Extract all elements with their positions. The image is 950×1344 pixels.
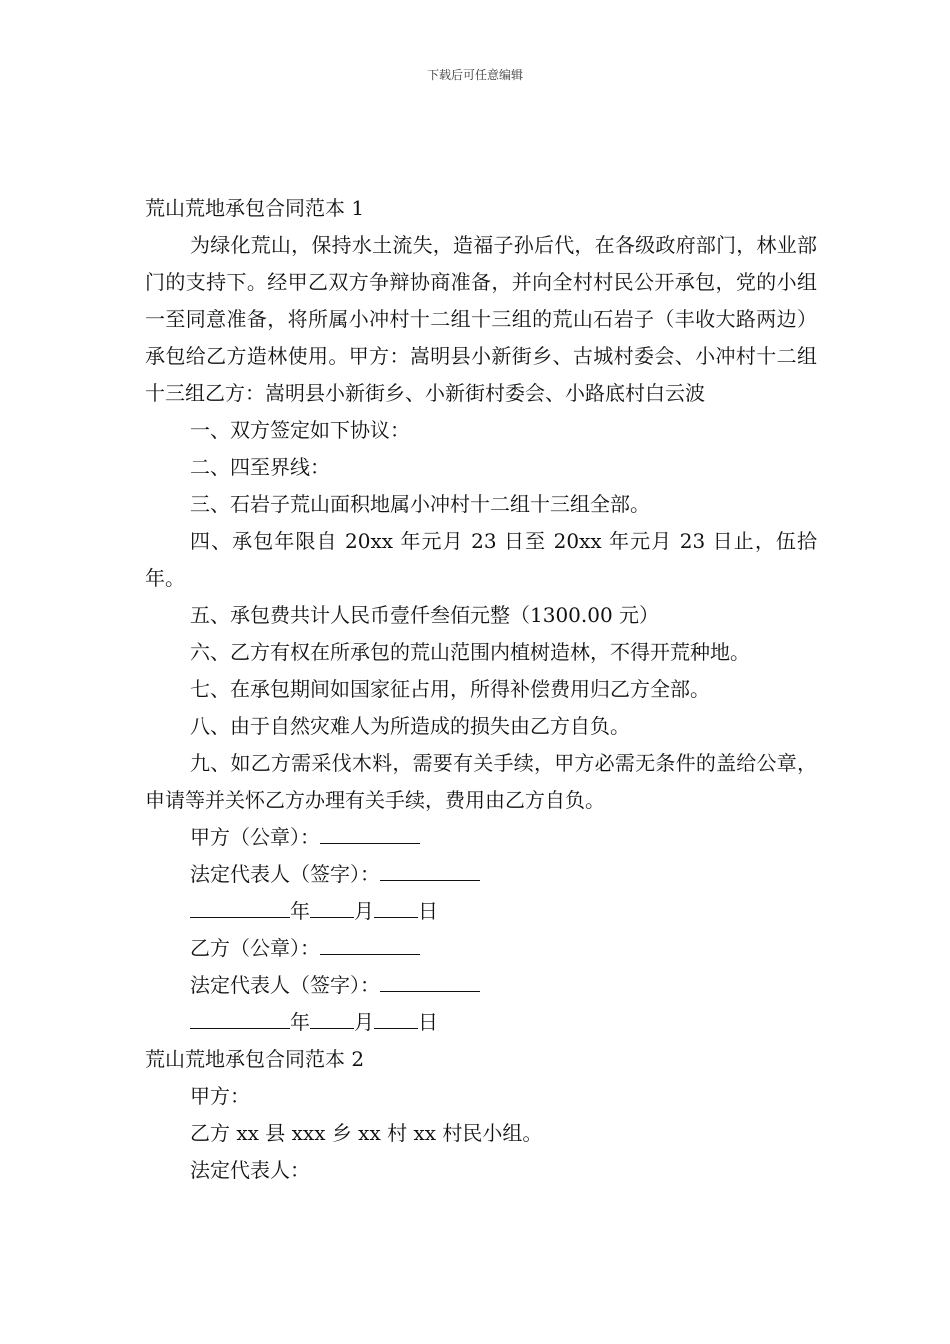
clause-7: 七、在承包期间如国家征占用，所得补偿费用归乙方全部。 xyxy=(190,677,710,701)
rep-sign-a-blank[interactable] xyxy=(380,860,480,881)
section-title-1: 荒山荒地承包合同范本 1 xyxy=(145,196,365,220)
rep-sign-a-label: 法定代表人（签字）： xyxy=(190,862,380,886)
rep-sign-b-blank[interactable] xyxy=(380,971,480,992)
month-label: 月 xyxy=(354,899,374,923)
month-blank[interactable] xyxy=(310,1008,354,1029)
rep-sign-a-line xyxy=(145,856,817,893)
clause-6: 六、乙方有权在所承包的荒山范围内植树造林，不得开荒种地。 xyxy=(190,640,750,664)
intro-paragraph: 为绿化荒山，保持水土流失，造福子孙后代，在各级政府部门，林业部门的支持下。经甲乙双方争辩协商准备，并向全村村民公开承包，党的小组一至同意准备，将所属小冲村十二组十三组的荒山石岩子（丰收大路两边）承包给乙方造林使用。甲方：嵩明县小新街乡、古城村委会、小冲村十二组十三组乙方：嵩明县小新街乡、小新街村委会、小路底村白云波 xyxy=(145,233,817,405)
section-title-2: 荒山荒地承包合同范本 2 xyxy=(145,1047,365,1071)
party-a-seal-line xyxy=(145,819,817,856)
day-label: 日 xyxy=(418,899,438,923)
year-blank[interactable] xyxy=(190,1008,290,1029)
day-label: 日 xyxy=(418,1010,438,1034)
page-header: 下载后可任意编辑 xyxy=(426,68,523,82)
section2-rep: 法定代表人： xyxy=(190,1158,310,1182)
day-blank[interactable] xyxy=(374,897,418,918)
year-label: 年 xyxy=(290,899,310,923)
party-b-seal-line xyxy=(145,930,817,967)
clause-5: 五、承包费共计人民币壹仟叁佰元整（1300.00 元） xyxy=(190,603,660,627)
section2-party-a: 甲方： xyxy=(190,1084,250,1108)
clause-2: 二、四至界线： xyxy=(190,455,330,479)
rep-sign-b-line xyxy=(145,967,817,1004)
rep-sign-b-label: 法定代表人（签字）： xyxy=(190,973,380,997)
date-a-line xyxy=(145,893,817,930)
month-blank[interactable] xyxy=(310,897,354,918)
date-b-line xyxy=(145,1004,817,1041)
year-label: 年 xyxy=(290,1010,310,1034)
clause-3: 三、石岩子荒山面积地属小冲村十二组十三组全部。 xyxy=(190,492,650,516)
clause-1: 一、双方签定如下协议： xyxy=(190,418,410,442)
section2-party-b: 乙方 xx 县 xxx 乡 xx 村 xx 村民小组。 xyxy=(190,1121,543,1145)
month-label: 月 xyxy=(354,1010,374,1034)
clause-4: 四、承包年限自 20xx 年元月 23 日至 20xx 年元月 23 日止，伍拾年。 xyxy=(145,529,817,590)
day-blank[interactable] xyxy=(374,1008,418,1029)
document-body xyxy=(145,190,817,1189)
party-a-seal-label: 甲方（公章）： xyxy=(190,825,320,849)
party-b-seal-blank[interactable] xyxy=(320,934,420,955)
party-a-seal-blank[interactable] xyxy=(320,823,420,844)
year-blank[interactable] xyxy=(190,897,290,918)
clause-8: 八、由于自然灾难人为所造成的损失由乙方自负。 xyxy=(190,714,630,738)
clause-9: 九、如乙方需采伐木料，需要有关手续，甲方必需无条件的盖给公章，申请等并关怀乙方办理有关手续，费用由乙方自负。 xyxy=(145,751,817,812)
party-b-seal-label: 乙方（公章）： xyxy=(190,936,320,960)
